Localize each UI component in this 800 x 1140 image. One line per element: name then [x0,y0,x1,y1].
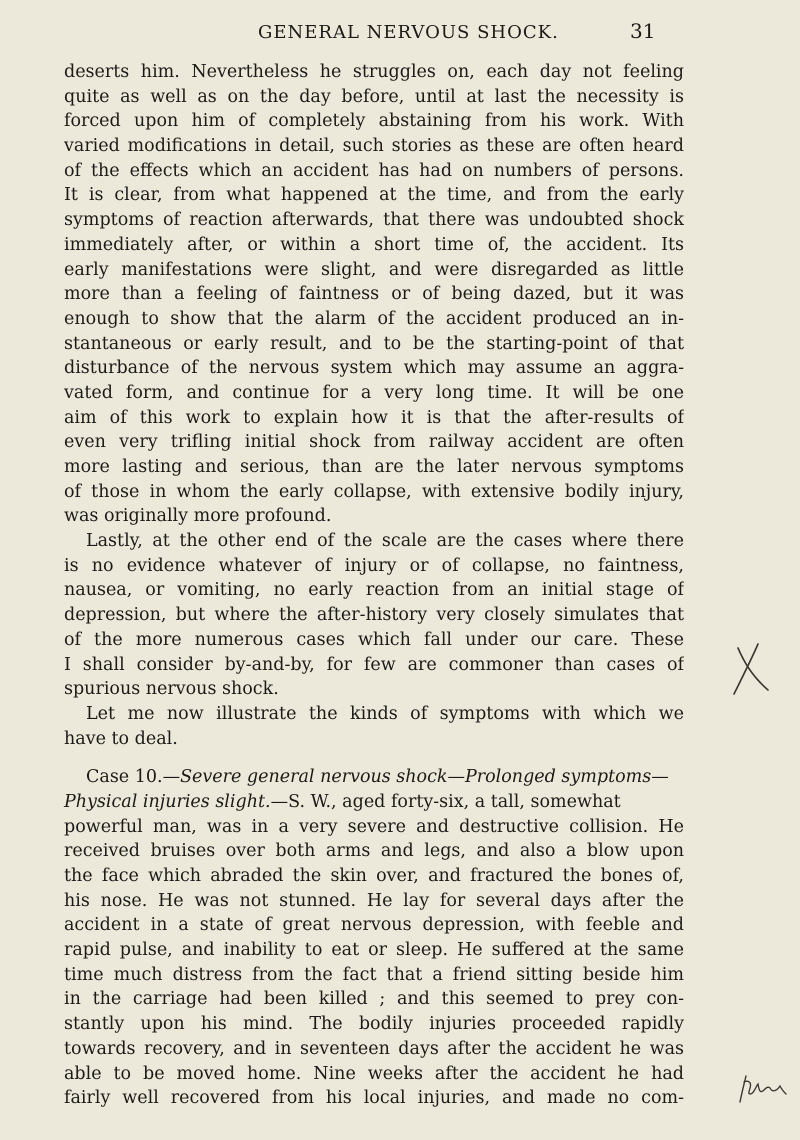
case-patient-intro: —S. W., aged forty-six, a tall, somewhat [270,791,621,812]
case-title-part-2: Physical injuries slight. [64,791,271,812]
text-line: accident in a state of great nervous depression, with feeble and [64,915,684,936]
text-line: enough to show that the alarm of the accident produced an in- [64,308,684,329]
case-report [64,765,684,1111]
body-text [64,60,684,1111]
text-line: varied modifications in detail, such stories as these are often heard [64,136,684,157]
text-line: towards recovery, and in seventeen days after the accident he was [64,1038,684,1059]
text-line: is no evidence whatever of injury or of collapse, no faintness, [64,555,684,576]
text-line: immediately after, or within a short time of, the accident. Its [64,234,684,255]
page-number: 31 [630,19,656,43]
paragraph-2 [64,529,684,702]
text-line: stantaneous or early result, and to be the starting-point of that [64,333,684,354]
text-line: his nose. He was not stunned. He lay for several days after the [64,890,684,911]
text-line: deserts him. Nevertheless he struggles on, each day not feeling [64,62,684,82]
section-gap [64,751,684,765]
text-line: more lasting and serious, than are the later nervous symptoms [64,457,684,477]
text-line: time much distress from the fact that a friend sitting beside him [64,964,684,985]
text-line: of the effects which an accident has had on numbers of persons. [64,160,684,181]
text-line: even very trifling initial shock from railway accident are often [64,432,684,453]
paragraph-3 [64,702,684,751]
text-line: disturbance of the nervous system which may assume an aggra- [64,358,684,379]
text-line: Let me now illustrate the kinds of symptoms with which we [86,703,684,724]
text-line: fairly well recovered from his local injuries, and made no com- [64,1088,684,1109]
case-heading-line [64,790,684,815]
text-line: the face which abraded the skin over, and fractured the bones of, [64,866,684,886]
text-line: of the more numerous cases which fall under our care. These [64,629,684,650]
text-line: powerful man, was in a very severe and destructive collision. He [64,816,684,837]
text-line: early manifestations were slight, and were disregarded as little [64,259,684,280]
text-line: symptoms of reaction afterwards, that there was undoubted shock [64,210,684,231]
text-line: in the carriage had been killed ; and this seemed to prey con- [64,989,684,1010]
text-line: stantly upon his mind. The bodily injuries proceeded rapidly [64,1014,684,1035]
text-line: aim of this work to explain how it is that the after-results of [64,407,684,428]
text-line: vated form, and continue for a very long time. It will be one [64,382,684,403]
handwritten-x-mark-icon [728,640,772,700]
text-line: spurious nervous shock. [64,679,279,700]
text-line: Lastly, at the other end of the scale are the cases where there [86,531,684,552]
text-line: nausea, or vomiting, no early reaction from an initial stage of [64,580,684,601]
handwritten-scrawl-icon [738,1072,788,1104]
text-line: able to be moved home. Nine weeks after the accident he had [64,1063,684,1084]
case-label: Case 10. [86,767,163,788]
text-line: I shall consider by-and-by, for few are commoner than cases of [64,654,684,675]
text-line: forced upon him of completely abstaining from his work. With [64,111,684,132]
text-line: more than a feeling of faintness or of being dazed, but it was [64,284,684,305]
case-title-part-1: Severe general nervous shock—Prolonged symptoms— [180,767,669,788]
case-heading-line: Case 10.—Severe general nervous shock—Prolonged symptoms— [86,767,669,788]
text-line: have to deal. [64,728,178,749]
text-line: received bruises over both arms and legs, and also a blow upon [64,841,684,862]
running-head: GENERAL NERVOUS SHOCK. [258,22,559,43]
paragraph-1 [64,60,684,529]
text-line: of those in whom the early collapse, with extensive bodily injury, [64,481,684,502]
text-line: depression, but where the after-history very closely simulates that [64,605,684,626]
text-line: quite as well as on the day before, until at last the necessity is [64,86,684,107]
text-line: rapid pulse, and inability to eat or sleep. He suffered at the same [64,940,684,961]
text-line: was originally more profound. [64,506,332,527]
text-line: It is clear, from what happened at the time, and from the early [64,185,684,206]
